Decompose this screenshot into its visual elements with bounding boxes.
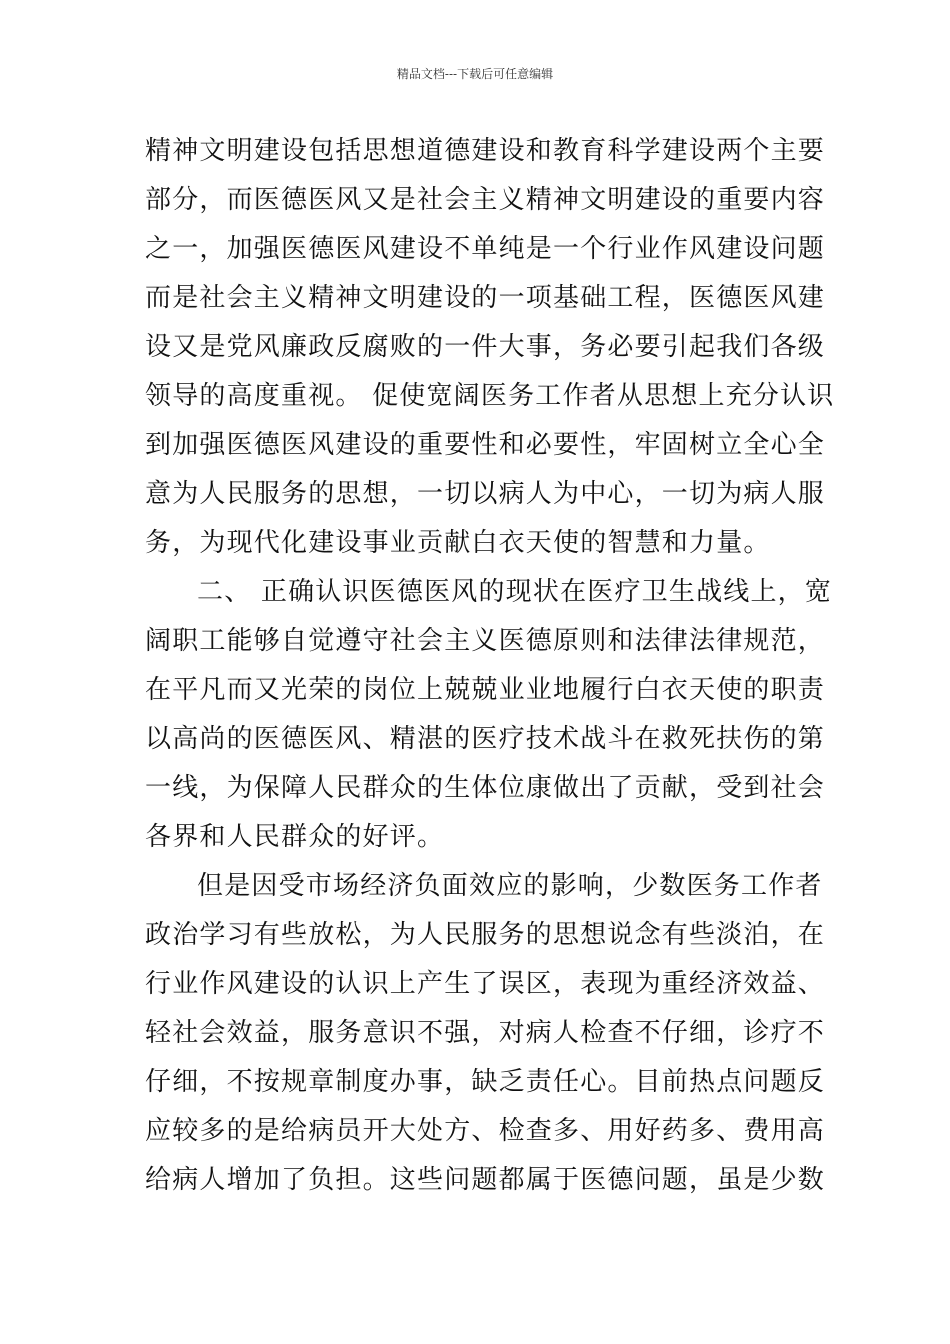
text-line: 一线，为保障人民群众的生体位康做出了贡献，受到社会 bbox=[145, 773, 826, 803]
text-line: 阔职工能够自觉遵守社会主义医德原则和法律法律规范， bbox=[145, 626, 826, 656]
text-line: 行业作风建设的认识上产生了误区，表现为重经济效益、 bbox=[145, 969, 826, 999]
text-line: 设又是党风廉政反腐败的一件大事，务必要引起我们各级 bbox=[145, 332, 826, 362]
paragraph-start-line: 但是因受市场经济负面效应的影响，少数医务工作者 bbox=[197, 871, 823, 901]
text-line: 意为人民服务的思想，一切以病人为中心，一切为病人服 bbox=[145, 479, 826, 509]
text-line: 之一，加强医德医风建设不单纯是一个行业作风建设问题 bbox=[145, 234, 826, 264]
text-line: 应较多的是给病员开大处方、检查多、用好药多、费用高 bbox=[145, 1116, 826, 1146]
text-line: 部分，而医德医风又是社会主义精神文明建设的重要内容 bbox=[145, 185, 826, 215]
text-line: 各界和人民群众的好评。 bbox=[145, 822, 445, 852]
text-line: 在平凡而又光荣的岗位上兢兢业业地履行白衣天使的职责 bbox=[145, 675, 826, 705]
paragraph-start-line: 二、 正确认识医德医风的现状在医疗卫生战线上，宽 bbox=[197, 577, 833, 607]
text-line: 务，为现代化建设事业贡献白衣天使的智慧和力量。 bbox=[145, 528, 771, 558]
text-line: 仔细，不按规章制度办事，缺乏责任心。目前热点问题反 bbox=[145, 1067, 826, 1097]
text-line: 政治学习有些放松，为人民服务的思想说念有些淡泊，在 bbox=[145, 920, 826, 950]
text-line: 轻社会效益，服务意识不强，对病人检查不仔细，诊疗不 bbox=[145, 1018, 826, 1048]
text-line: 给病人增加了负担。这些问题都属于医德问题，虽是少数 bbox=[145, 1165, 826, 1195]
text-line: 精神文明建设包括思想道德建设和教育科学建设两个主要 bbox=[145, 136, 826, 166]
text-line: 而是社会主义精神文明建设的一项基础工程，医德医风建 bbox=[145, 283, 826, 313]
page-header: 精品文档---下载后可任意编辑 bbox=[396, 67, 554, 81]
text-line: 领导的高度重视。 促使宽阔医务工作者从思想上充分认识 bbox=[145, 381, 835, 411]
text-line: 以高尚的医德医风、精湛的医疗技术战斗在救死扶伤的第 bbox=[145, 724, 826, 754]
text-line: 到加强医德医风建设的重要性和必要性，牢固树立全心全 bbox=[145, 430, 826, 460]
body-text bbox=[145, 127, 835, 1205]
